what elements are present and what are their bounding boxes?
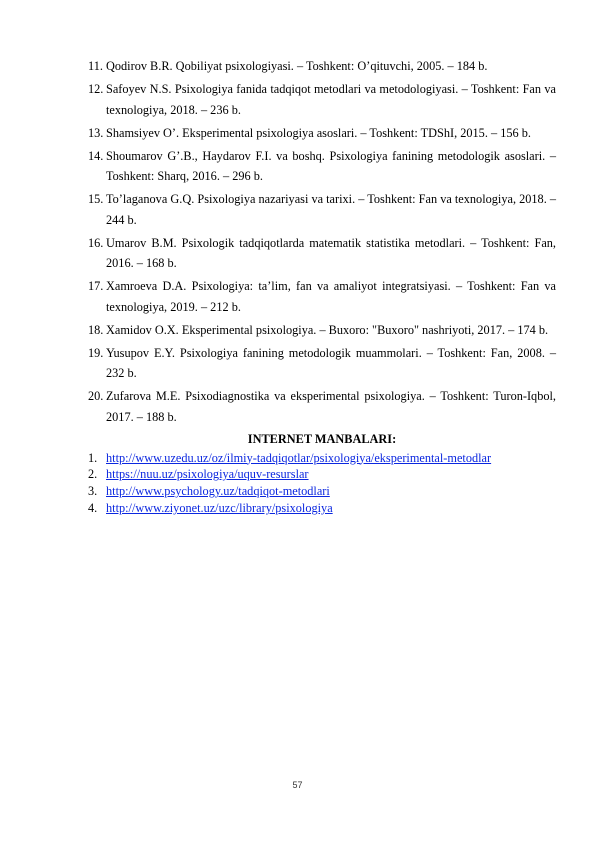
- internet-link[interactable]: http://www.uzedu.uz/oz/ilmiy-tadqiqotlar/psixologiya/eksperimental-metodlar: [106, 450, 492, 465]
- reference-number: 11.: [88, 59, 103, 73]
- internet-link-item: [88, 501, 556, 516]
- reference-number: 12.: [88, 82, 104, 96]
- reference-text: To’laganova G.Q. Psixologiya nazariyasi va tarixi. – Toshkent: Fan va texnologiya, 2018. – 244 b.: [106, 192, 556, 227]
- reference-number: 20.: [88, 389, 104, 403]
- reference-item: [88, 146, 556, 187]
- reference-text: Shamsiyev O’. Eksperimental psixologiya asoslari. – Toshkent: TDShI, 2015. – 156 b.: [106, 125, 531, 140]
- link-number: 3.: [88, 484, 98, 499]
- internet-link-item: [88, 451, 556, 466]
- reference-number: 17.: [88, 279, 104, 293]
- reference-number: 14.: [88, 148, 104, 163]
- reference-text: Xamidov O.X. Eksperimental psixologiya. – Buxoro: "Buxoro" nashriyoti, 2017. – 174 b.: [106, 322, 549, 337]
- internet-link[interactable]: https://nuu.uz/psixologiya/uquv-resurslar: [106, 467, 309, 482]
- reference-number: 16.: [88, 235, 104, 250]
- reference-number: 13.: [88, 125, 104, 140]
- reference-item: [88, 189, 556, 230]
- reference-item: [88, 233, 556, 274]
- reference-item: [88, 79, 556, 120]
- internet-link-item: [88, 467, 556, 482]
- reference-text: Yusupov E.Y. Psixologiya fanining metodologik muammolari. – Toshkent: Fan, 2008. – 232 b.: [106, 345, 556, 380]
- reference-item: [88, 123, 556, 144]
- reference-list: [88, 56, 556, 427]
- internet-sources-heading: INTERNET MANBALARI:: [247, 431, 397, 446]
- link-number: 1.: [88, 450, 98, 465]
- reference-text: Shoumarov G’.B., Haydarov F.I. va boshq. Psixologiya fanining metodologik asoslari. – Toshkent: Sharq, 2016. – 296 b.: [106, 148, 556, 183]
- reference-number: 18.: [88, 322, 104, 337]
- internet-link-item: [88, 484, 556, 499]
- reference-text: Umarov B.M. Psixologik tadqiqotlarda matematik statistika metodlari. – Toshkent: Fan, 2016. – 168 b.: [106, 235, 556, 270]
- reference-item: [88, 56, 556, 77]
- link-number: 4.: [88, 501, 98, 516]
- page-content: [88, 56, 556, 518]
- reference-text: Zufarova M.E. Psixodiagnostika va eksperimental psixologiya. – Toshkent: Turon-Iqbol, 2017. – 188 b.: [106, 389, 556, 424]
- reference-item: [88, 276, 556, 317]
- reference-number: 15.: [88, 192, 104, 206]
- page-number: 57: [292, 780, 303, 790]
- reference-text: Xamroeva D.A. Psixologiya: ta’lim, fan va amaliyot integratsiyasi. – Toshkent: Fan va texnologiya, 2019. – 212 b.: [106, 279, 556, 314]
- reference-item: [88, 343, 556, 384]
- link-number: 2.: [88, 467, 98, 482]
- reference-text: Safoyev N.S. Psixologiya fanida tadqiqot metodlari va metodologiyasi. – Toshkent: Fan va texnologiya, 2018. – 236 b.: [106, 82, 556, 117]
- reference-item: [88, 386, 556, 427]
- internet-link[interactable]: http://www.psychology.uz/tadqiqot-metodlari: [106, 484, 330, 499]
- reference-text: Qodirov B.R. Qobiliyat psixologiyasi. – Toshkent: O’qituvchi, 2005. – 184 b.: [106, 59, 488, 73]
- internet-link-list: [88, 451, 556, 517]
- internet-link[interactable]: http://www.ziyonet.uz/uzc/library/psixologiya: [106, 501, 333, 516]
- reference-number: 19.: [88, 345, 104, 360]
- reference-item: [88, 320, 556, 341]
